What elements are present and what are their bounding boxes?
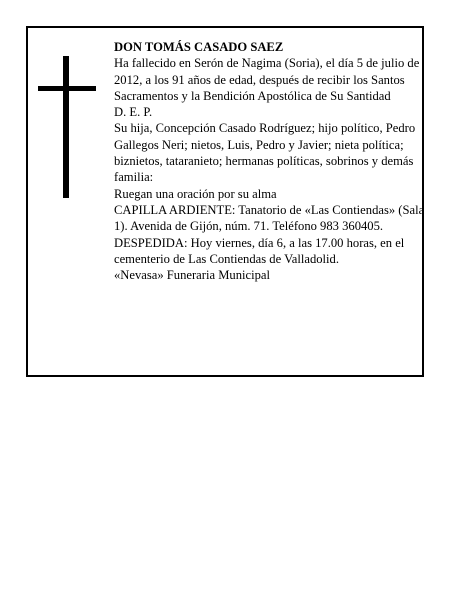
- prayer-request: Ruegan una oración por su alma: [114, 186, 277, 201]
- death-announcement: Ha fallecido en Serón de Nagima (Soria), el día 5 de julio de 2012, a los 91 años de edad, después de recibir los Santos Sacramentos y la Bendición Apostólica de Su Santidad: [114, 56, 420, 103]
- cross-vertical-bar: [63, 56, 69, 198]
- family-list: Su hija, Concepción Casado Rodríguez; hijo político, Pedro Gallegos Neri; nietos, Luis, Pedro y Javier; nieta política; biznietos, tataranieto; hermanas políticas, sobrinos y demás familia:: [114, 121, 416, 185]
- chapel-info: CAPILLA ARDIENTE: Tanatorio de «Las Contiendas» (Sala 1). Avenida de Gijón, núm. 71. Teléfono 983 360405.: [114, 202, 425, 234]
- funeral-home: «Nevasa» Funeraria Municipal: [114, 268, 270, 283]
- obituary-text: [114, 39, 426, 283]
- cross-icon: [38, 56, 96, 198]
- cross-horizontal-bar: [38, 86, 96, 91]
- dep-line: D. E. P.: [114, 105, 153, 120]
- obituary-notice: [26, 26, 424, 377]
- deceased-name: DON TOMÁS CASADO SAEZ: [114, 40, 284, 54]
- farewell-info: DESPEDIDA: Hoy viernes, día 6, a las 17.00 horas, en el cementerio de Las Contiendas de Valladolid.: [114, 235, 405, 266]
